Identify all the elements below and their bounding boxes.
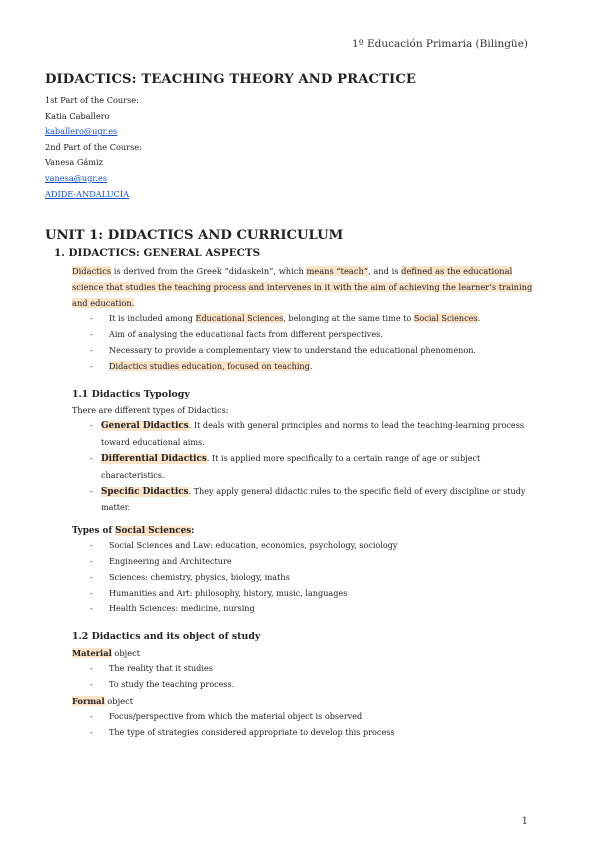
adide-link[interactable]: ADIDE-ANDALUCÍA	[45, 188, 130, 199]
term-specific-didactics: Specific Didactics	[101, 486, 189, 497]
social-sciences-list	[45, 538, 535, 617]
part2-label: 2nd Part of the Course:	[45, 141, 142, 152]
typology-intro: There are different types of Didactics:	[72, 404, 229, 415]
teacher2-email-link[interactable]: vanesa@ugr.es	[45, 172, 108, 183]
list-item: - Differential Didactics. It is applied more specifically to a certain range of age or subject characteristics.	[90, 453, 481, 480]
formal-object-list	[45, 709, 535, 741]
list-item: - The type of strategies considered appropriate to develop this process	[90, 726, 395, 737]
list-item: - General Didactics. It deals with general principles and norms to lead the teaching-learning process toward educational aims.	[90, 420, 525, 448]
list-item: - Humanities and Art: philosophy, history, music, languages	[90, 587, 348, 598]
material-object-list	[45, 661, 535, 693]
teacher2-name: Vanesa Gámiz	[45, 157, 103, 168]
part1-label: 1st Part of the Course:	[45, 95, 139, 105]
intro-paragraph: Didactics is derived from the Greek “didaskein”, which means “teach”, and is defined as the educational science that studies the teaching process and intervenes in it with the aim of achieving the learner’s training and education.	[72, 266, 533, 309]
list-item: - Didactics studies education, focused on teaching.	[90, 360, 313, 371]
term-differential-didactics: Differential Didactics	[101, 454, 207, 465]
highlight-didactics: Didactics	[72, 266, 112, 277]
types-title: Types of Social Sciences:	[72, 526, 195, 537]
list-item: - The reality that it studies	[90, 663, 213, 674]
highlight-types-social-sciences: Social Sciences	[115, 526, 192, 537]
highlight-educational-sciences: Educational Sciences	[195, 313, 284, 324]
course-info	[45, 93, 535, 202]
list-item: - It is included among Educational Sciences, belonging at the same time to Social Sciences.	[90, 313, 481, 324]
page-header: 1º Educación Primaria (Bilingüe)	[352, 38, 528, 50]
document-body	[45, 72, 535, 740]
list-item: - Engineering and Architecture	[90, 556, 232, 566]
typology-title: 1.1 Didactics Typology	[72, 388, 190, 400]
teacher1-email-link[interactable]: kaballero@ugr.es	[45, 126, 118, 137]
document-title: DIDACTICS: TEACHING THEORY AND PRACTICE	[45, 72, 417, 87]
page-number: 1	[521, 816, 528, 827]
typology-list	[45, 418, 535, 516]
teacher1-name: Katia Caballero	[45, 110, 110, 121]
list-item: - Sciences: chemistry, physics, biology, maths	[90, 571, 290, 582]
object-study-title: 1.2 Didactics and its object of study	[72, 631, 261, 643]
list-item: - Specific Didactics. They apply general didactic rules to the specific field of every discipline or study matter.	[90, 485, 526, 513]
formal-object-label: Formal object	[72, 695, 134, 706]
list-item: - Necessary to provide a complementary view to understand the educational phenomenon.	[90, 345, 476, 356]
highlight-means-teach: means “teach”	[306, 266, 369, 277]
section1-bullet-list	[45, 311, 535, 374]
list-item: - Aim of analysing the educational facts from different perspectives.	[90, 329, 383, 340]
highlight-social-sciences: Social Sciences	[413, 313, 478, 324]
term-general-didactics: General Didactics	[101, 421, 189, 432]
highlight-definition: defined as the educational science that studies the teaching process and intervenes in it with the aim of achieving the learner’s training and education.	[72, 266, 533, 309]
highlight-focused-teaching: Didactics studies education, focused on teaching	[109, 360, 310, 371]
material-object-label: Material object	[72, 648, 141, 659]
list-item: - Social Sciences and Law: education, economics, psychology, sociology	[90, 540, 398, 551]
section-title: 1. DIDACTICS: GENERAL ASPECTS	[54, 247, 261, 260]
list-item: - To study the teaching process.	[90, 678, 235, 689]
list-item: - Health Sciences: medicine, nursing	[90, 603, 255, 614]
unit-title: UNIT 1: DIDACTICS AND CURRICULUM	[45, 228, 344, 244]
list-item: - Focus/perspective from which the material object is observed	[90, 710, 363, 721]
